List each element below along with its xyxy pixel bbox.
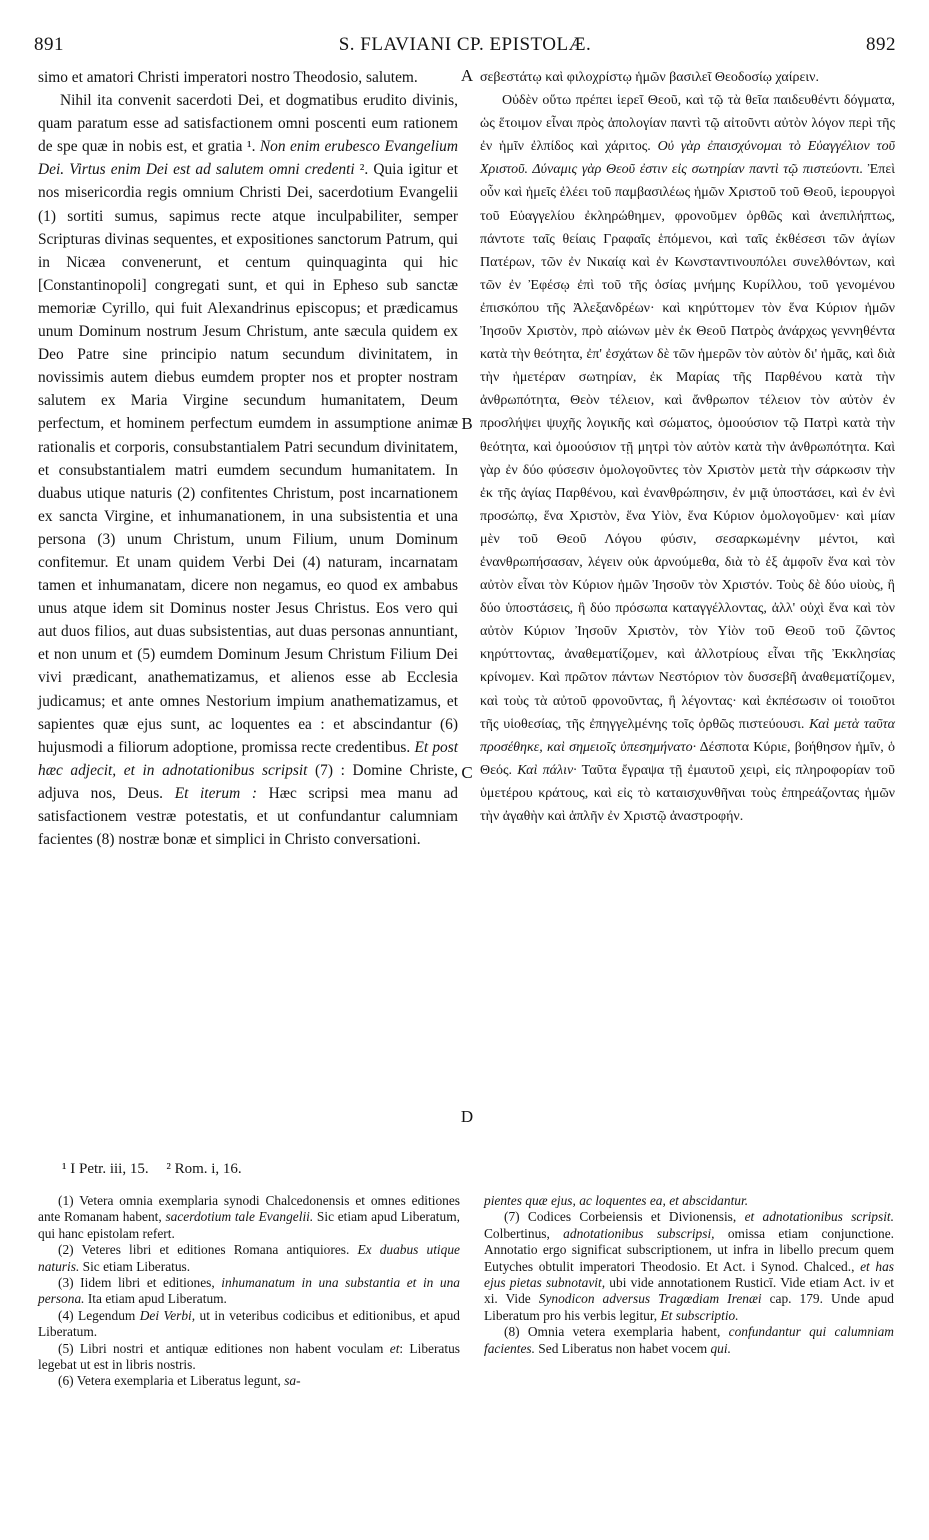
note-italic: sacerdotium tale Evangelii.	[165, 1209, 314, 1225]
footnote-6-continued	[484, 1193, 894, 1209]
note-italic: Dei Verbi,	[139, 1307, 196, 1323]
note-italic: confundantur qui calumniam facientes.	[484, 1324, 894, 1356]
footnote-4	[38, 1308, 460, 1341]
note-text: Sic etiam Liberatus.	[79, 1258, 191, 1274]
greek-editorial-remark: Καὶ πάλιν·	[517, 762, 577, 778]
note-italic: et adnotationibus scripsit.	[744, 1209, 894, 1225]
note-text: (5) Libri nostri et antiquæ editiones non habent voculam	[58, 1340, 390, 1356]
greek-text: Ταῦτα ἔγραψα τῇ ἐμαυτοῦ χειρὶ, εἰς πληροφορίαν τοῦ ὑμετέρου κράτους, καὶ εἰς τὸ καταισχυνθῆναι τοὺς ἐπηρεάζοντας ἡμῶν τὴν ἀγαθὴν καὶ ἁπλῆν ἐν Χριστῷ ἀναστροφήν.	[480, 762, 895, 824]
greek-text: Δέσποτα Κύριε, βοήθησον ἡμῖν, ὁ Θεός.	[480, 739, 895, 778]
note-italic: et	[389, 1340, 400, 1356]
greek-column	[480, 66, 895, 828]
footnotes-left	[38, 1193, 460, 1390]
note-text: Colbertinus,	[484, 1225, 564, 1241]
section-marker-a: A	[460, 66, 474, 85]
latin-text: ². Quia igitur et nos misericordia regis omnium Christi Dei, sacerdotium Evangelii (1) sortiti sumus, sapimus recte atque inculpabiliter, semper Scripturas divinas sequentes, et expositiones sanctorum Patrum, qui in Nicæa convenerunt, et centum quinquaginta qui hic [Constantinopoli] congregati sunt, et qui in Epheso sub sanctæ memoriæ Cyrillo, qui fuit Alexandrinus episcopus; et prædicamus unum Dominum nostrum Jesum Christum, ante sæcula quidem ex Deo Patre sine principio natum secundum divinitatem, in novissimis autem diebus eumdem propter nos et propter nostram salutem ex Maria Virgine secundum humanitatem, Deum perfectum, et hominem perfectum eumdem in assumptione animæ rationalis et corporis, consubstantialem Patri secundum divinitatem, et consubstantialem matri eumdem secundum humanitatem. In duabus utique naturis (2) confitentes Christum, post incarnationem ex sancta Virgine, et inhumanationem, in una subsistentia et una persona (3) unum Christum, unum Filium, unum Dominum confitemur. Et unam quidem Verbi Dei (4) naturam, incarnatam tamen et inhumanatam, dicere non negamus, eo quod ex ambabus unus atque idem sit Dominus noster Jesus Christus. Eos vero qui aut duos filios, aut duas subsistentias, aut duas personas annuntiant, et non unum et (5) eumdem Dominum Jesum Christum Filium Dei vivi prædicant, anathematizamus, et alienos esse ab Ecclesia judicamus; et ante omnes Nestorium impium anathematizamus, et sapientes quæ ejus sunt, ac loquentes ea : et abscindantur (6) hujusmodi a filiorum adoptione, promissa recte credentibus.	[38, 161, 458, 756]
footnote-2	[38, 1242, 460, 1275]
note-text: (2) Veteres libri et editiones Romana antiquiores.	[58, 1242, 358, 1258]
page-number-right: 892	[866, 34, 896, 55]
note-text: ut in veteribus codicibus et editionibus, et apud Liberatum.	[38, 1307, 460, 1340]
note-text: Ita etiam apud Liberatum.	[84, 1291, 227, 1307]
note-text: Sed Liberatus non habet vocem	[534, 1340, 711, 1356]
note-italic: pientes quæ ejus, ac loquentes ea, et abscidantur.	[484, 1193, 749, 1208]
footnotes-right	[484, 1193, 894, 1357]
latin-text: Nihil ita convenit sacerdoti Dei, et dogmatibus erudito divinis, quam paratum esse ad satisfactionem omni poscenti eum rationem de spe quæ in nobis est, et gratia ¹.	[38, 92, 458, 156]
footnote-8	[484, 1324, 894, 1357]
latin-main-paragraph	[38, 89, 458, 851]
scripture-references	[62, 1161, 256, 1178]
note-italic: et has ejus pietas subnotavit,	[484, 1258, 894, 1291]
latin-opening: simo et amatori Christi imperatori nostro Theodosio, salutem.	[38, 69, 418, 86]
note-text: : Liberatus legebat ut est in libris nostris.	[38, 1340, 460, 1373]
running-head	[34, 34, 896, 58]
note-text: Sic etiam apud Liberatum, qui hanc epistolam refert.	[38, 1209, 460, 1241]
footnote-7	[484, 1209, 894, 1324]
greek-scripture-quote: Οὐ γὰρ ἐπαισχύνομαι τὸ Εὐαγγέλιον τοῦ Χριστοῦ. Δύναμις γὰρ Θεοῦ ἐστιν εἰς σωτηρίαν παντὶ τῷ πιστεύοντι.	[480, 139, 895, 178]
note-text: (4) Legendum	[58, 1307, 140, 1323]
greek-editorial-remark: Καὶ μετὰ ταῦτα προσέθηκε, καὶ σημειοῖς ὑπεσημήνατο·	[480, 716, 895, 755]
page-number-left: 891	[34, 34, 64, 55]
greek-text: Οὐδὲν οὕτω πρέπει ἱερεῖ Θεοῦ, καὶ τῷ τὰ θεῖα παιδευθέντι δόγματα, ὡς ἕτοιμον εἶναι πρὸς ἀπολογίαν παντὶ τῷ αἰτοῦντι αὐτὸν λόγον περὶ τῆς ἐν ἡμῖν ἐλπίδος καὶ χάριτος.	[480, 93, 895, 155]
footnote-5	[38, 1341, 460, 1374]
note-italic: qui.	[710, 1340, 731, 1356]
section-marker-b: B	[461, 414, 473, 433]
note-italic: adnotationibus subscripsi,	[563, 1225, 715, 1241]
note-italic: Et subscriptio.	[660, 1307, 739, 1323]
latin-column	[38, 66, 458, 851]
note-text: omissa etiam conjunctione. Annotatio ergo significat subscriptionem, ut infra in libello precum quem Eutyches obtulit imperatori Theodosio. Et Act. i Synod. Chalced.,	[484, 1225, 894, 1274]
footnote-3	[38, 1275, 460, 1308]
note-text: (3) Iidem libri et editiones,	[58, 1275, 222, 1291]
note-text: (6) Vetera exemplaria et Liberatus legunt,	[58, 1373, 285, 1389]
latin-scripture-quote: Non enim erubesco Evangelium Dei. Virtus enim Dei est ad salutem omni credenti	[38, 138, 458, 179]
running-title: S. FLAVIANI CP. EPISTOLÆ.	[338, 34, 592, 55]
footref-1: ¹ I Petr. iii, 15.	[62, 1161, 149, 1177]
note-italic: sa-	[284, 1373, 301, 1389]
greek-opening: σεβεστάτῳ καὶ φιλοχρίστῳ ἡμῶν βασιλεῖ Θεοδοσίῳ χαίρειν.	[480, 70, 819, 85]
greek-main-paragraph	[480, 89, 895, 828]
note-text: (1) Vetera omnia exemplaria synodi Chalcedonensis et omnes editiones ante Romanam habent,	[38, 1193, 460, 1225]
note-text: ubi vide annotationem Rusticī. Vide etiam Act. iv et xi. Vide	[484, 1275, 894, 1307]
footnote-6	[38, 1373, 460, 1389]
greek-text: Ἐπεὶ οὖν καὶ ἡμεῖς ἐλέει τοῦ παμβασιλέως ἡμῶν Χριστοῦ τοῦ Θεοῦ, ἱερουργοὶ τοῦ Εὐαγγελίου ἐκληρώθημεν, φρονοῦμεν ὀρθῶς καὶ ἀνεπιλήπτως, πάντοτε ταῖς θείαις Γραφαῖς ἑπόμενοι, καὶ ταῖς ἐκθέσεσι τῶν ἁγίων Πατέρων, τῶν ἐν Νικαίᾳ καὶ ἐν Κωνσταντινουπόλει συνελθόντων, καὶ τῶν ἐν Ἐφέσῳ ἐπὶ τοῦ τῆς ὁσίας μνήμης Κυρίλλου, τοῦ γενομένου ἐπισκόπου τῆς Ἀλεξανδρέων· καὶ κηρύττομεν τὸν ἕνα Κύριον ἡμῶν Ἰησοῦν Χριστὸν, πρὸ αἰώνων μὲν ἐκ Θεοῦ Πατρὸς ἀνάρχως γεννηθέντα κατὰ τὴν θεότητα, ἐπ' ἐσχάτων δὲ τῶν ἡμερῶν τὸν αὐτὸν δι' ἡμᾶς, καὶ διὰ τὴν ἡμετέραν σωτηρίαν, ἐκ Μαρίας τῆς Παρθένου κατὰ τὴν ἀνθρωπότητα, Θεὸν τέλειον, καὶ ἄνθρωπον τέλειον τὸν αὐτὸν ἐν προσλήψει ψυχῆς λογικῆς καὶ σώματος, ὁμοούσιον τῷ Πατρὶ κατὰ τὴν θεότητα, καὶ ὁμοούσιον τῇ μητρὶ τὸν αὐτὸν κατὰ τὴν ἀνθρωπότητα. Καὶ γὰρ ἐν δύο φύσεσιν ὁμολογοῦντες τὸν Χριστὸν μετὰ τὴν σάρκωσιν τὴν ἐκ τῆς ἁγίας Παρθένου, καὶ ἐνανθρώπησιν, ἐν μιᾷ ὑποστάσει, καὶ ἐν ἑνὶ προσώπῳ, ἕνα Χριστὸν, ἕνα Υἱὸν, ἕνα Κύριον ὁμολογοῦμεν· καὶ μίαν μὲν τοῦ Θεοῦ Λόγου φύσιν, σεσαρκωμένην μέντοι, καὶ ἐνανθρωπήσασαν, λέγειν οὐκ ἀρνούμεθα, διὰ τὸ ἐξ ἀμφοῖν ἕνα καὶ τὸν αὐτὸν εἶναι τὸν Κύριον ἡμῶν Ἰησοῦν τὸν Χριστόν. Τοὺς δὲ δύο υἱοὺς, ἢ δύο ὑποστάσεις, ἢ δύο πρόσωπα καταγγέλλοντας, ἀλλ' οὐχὶ ἕνα καὶ τὸν αὐτὸν Κύριον Ἰησοῦν Χριστὸν, τὸν Υἱὸν τοῦ Θεοῦ τοῦ ζῶντος κηρύττοντας, ἀναθεματίζομεν, καὶ ἀλλοτρίους εἶναι τῆς Ἐκκλησίας κρίνομεν. Καὶ πρῶτον πάντων Νεστόριον τὸν δυσσεβῆ ἀναθεματίζομεν, καὶ τοὺς τὰ αὐτοῦ φρονοῦντας, ἢ λέγοντας· καὶ ἐκπέσωσιν οἱ τοιοῦτοι τῆς υἱοθεσίας, τῆς ἐπηγγελμένης τοῖς ὀρθῶς πιστεύουσι.	[480, 162, 895, 732]
note-text: cap. 179. Unde apud Liberatum pro his verbis legitur,	[484, 1291, 894, 1323]
latin-editorial-remark: Et post hæc adjecit, et in adnotationibus scripsit	[38, 738, 458, 779]
latin-text: (7) : Domine Christe, adjuva nos, Deus.	[38, 761, 458, 802]
latin-editorial-remark: Et iterum :	[174, 784, 257, 802]
note-text: (8) Omnia vetera exemplaria habent,	[504, 1324, 729, 1340]
latin-text: Hæc scripsi mea manu ad satisfactionem vestræ potestatis, et ut confundantur calumniam facientes (8) nostræ bonæ et simplici in Christo conversationi.	[38, 784, 458, 849]
note-italic: inhumanatum in una substantia et in una persona.	[38, 1275, 460, 1307]
section-marker-d: D	[460, 1107, 474, 1126]
note-text: (7) Codices Corbeiensis et Divionensis,	[504, 1209, 745, 1225]
footnote-1	[38, 1193, 460, 1242]
note-italic: Synodicon adversus Tragœdiam Irenæi	[538, 1291, 762, 1307]
footref-2: ² Rom. i, 16.	[166, 1161, 242, 1177]
note-italic: Ex duabus utique naturis.	[38, 1242, 460, 1274]
section-marker-c: C	[461, 763, 473, 782]
